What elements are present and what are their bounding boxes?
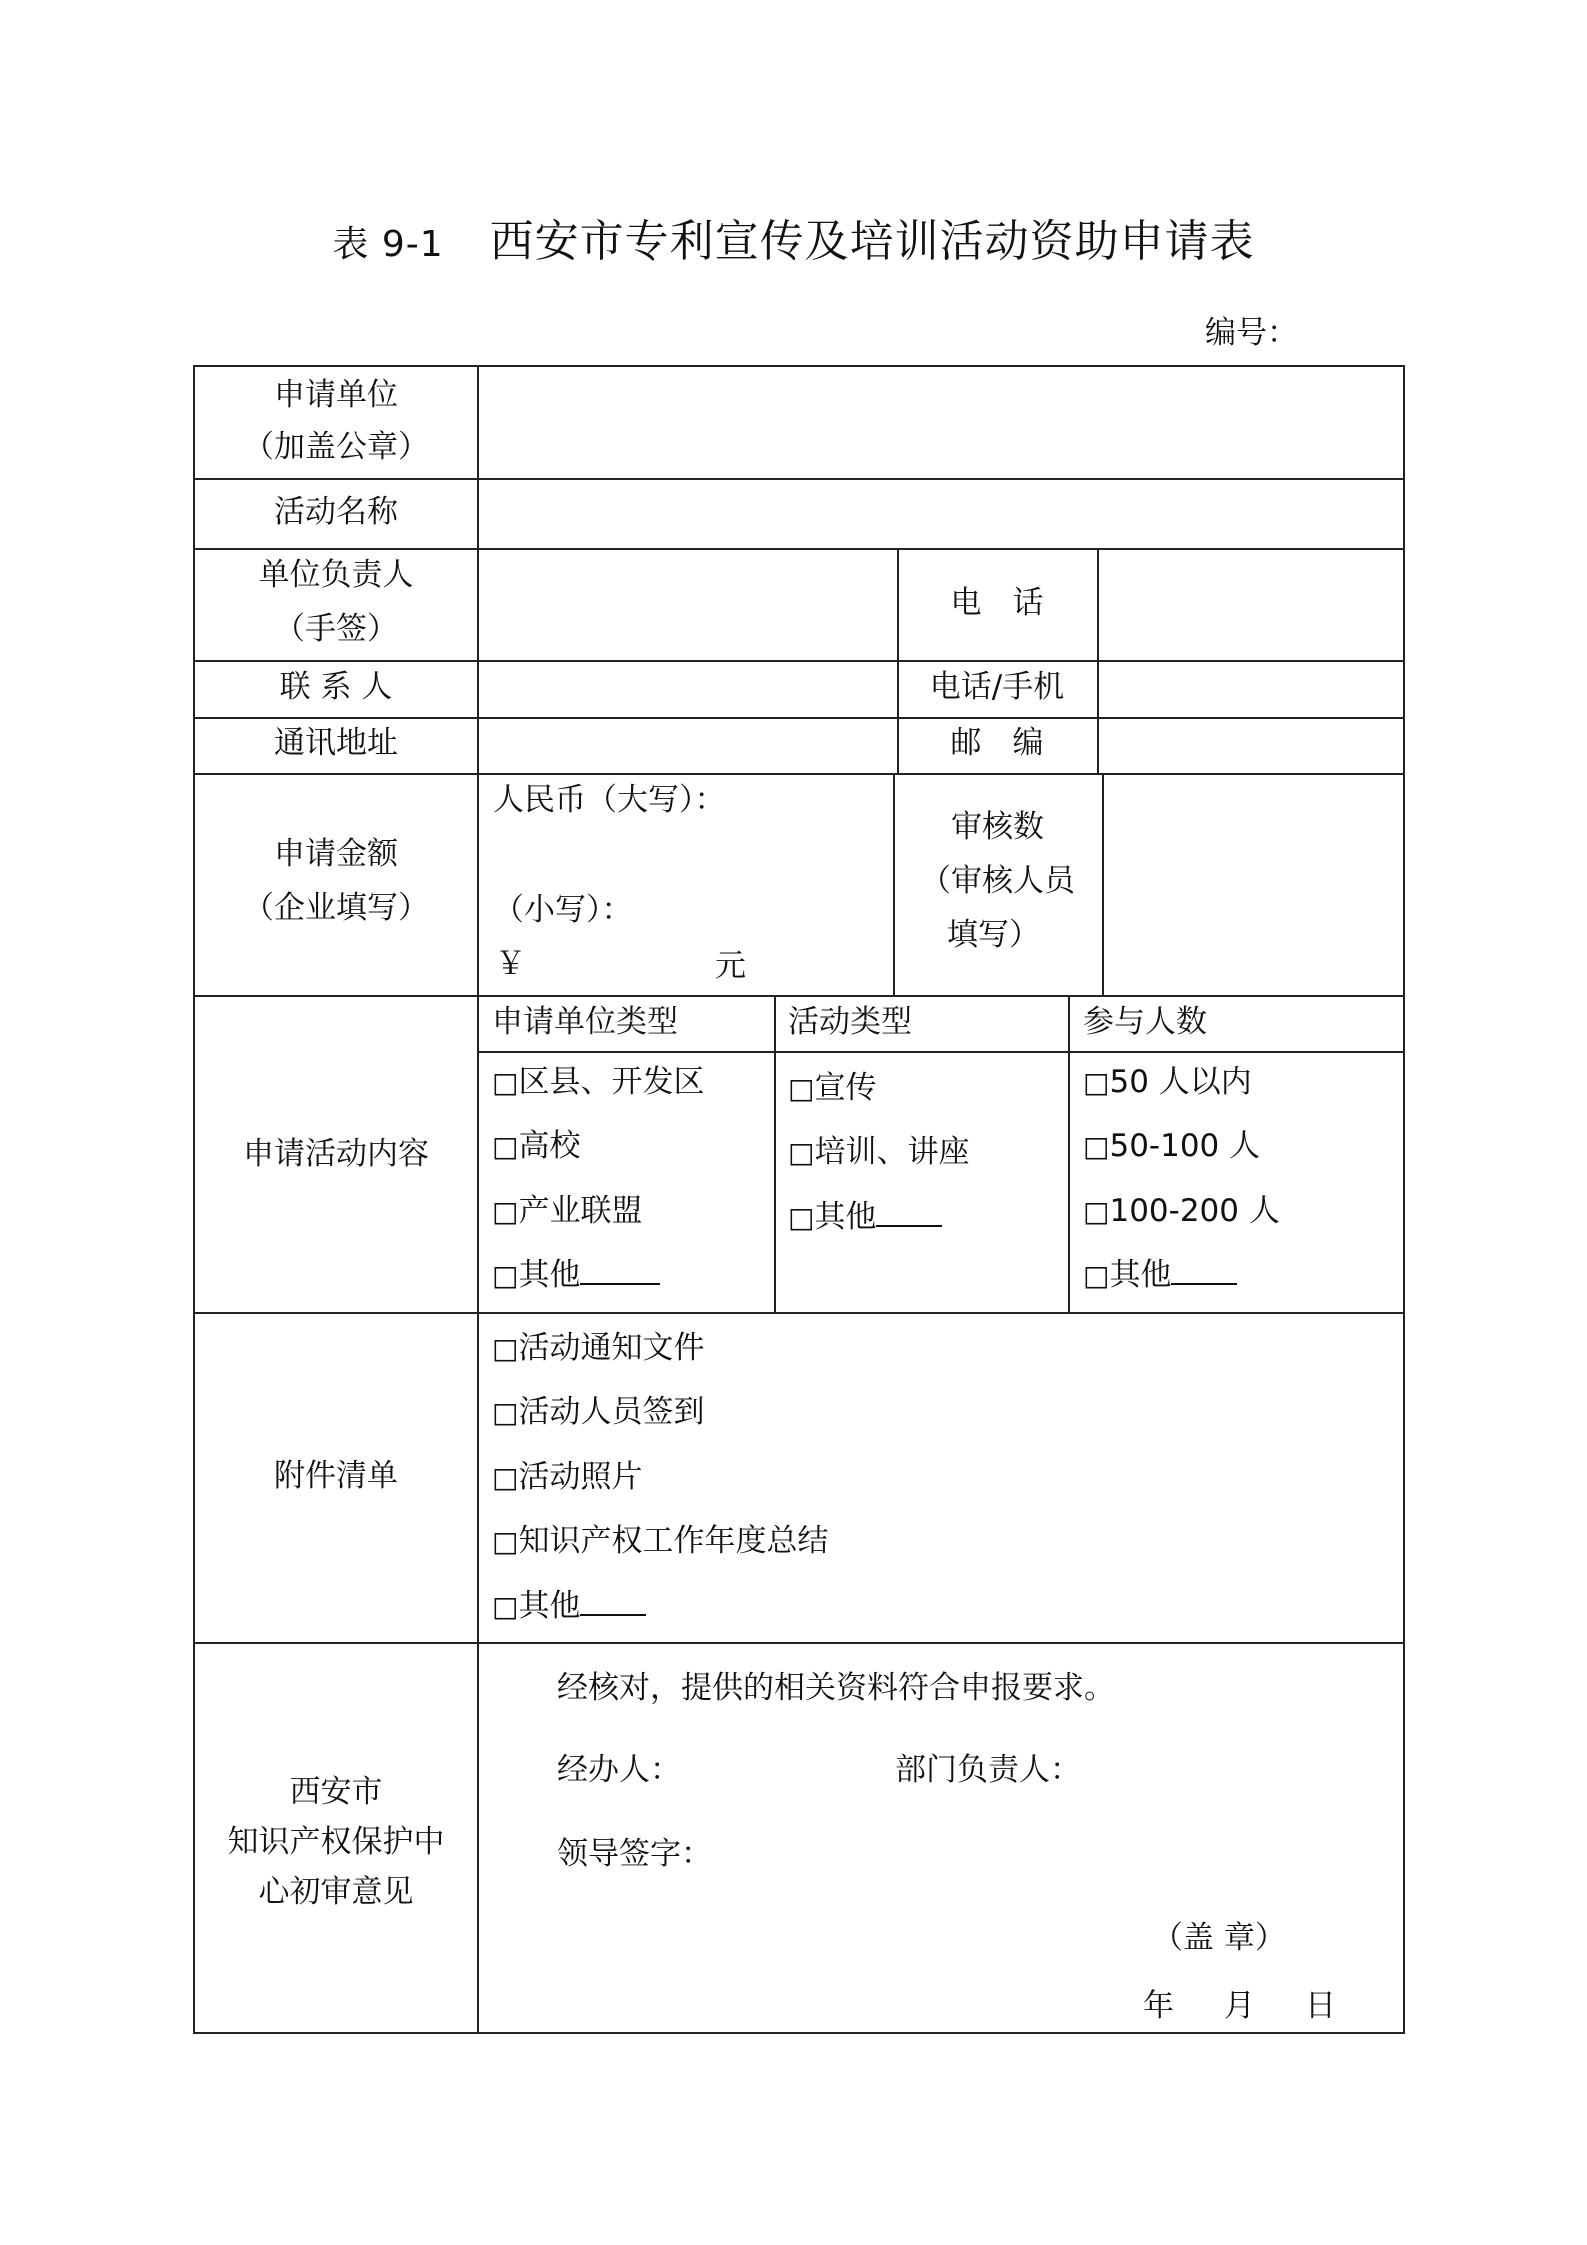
checkbox-participants-50-100[interactable]: □50-100 人	[1083, 1128, 1261, 1164]
unit-type-header: 申请单位类型	[492, 1004, 678, 1040]
review-statement: 经核对，提供的相关资料符合申报要求。	[557, 1670, 1115, 1706]
checkbox-attachment-other[interactable]: □其他	[492, 1588, 646, 1625]
phone-field[interactable]	[1099, 550, 1405, 660]
activity-type-header: 活动类型	[788, 1004, 912, 1040]
review-amount-note-cont: 填写）	[947, 917, 1040, 953]
amount-label: 申请金额	[274, 836, 398, 872]
handler-label: 经办人：	[557, 1752, 681, 1788]
review-amount-field[interactable]	[1104, 775, 1405, 995]
checkbox-activity-type-other[interactable]: □其他	[788, 1199, 942, 1236]
checkbox-unit-type-alliance[interactable]: □产业联盟	[492, 1193, 643, 1229]
department-head-label: 部门负责人：	[895, 1752, 1081, 1788]
review-opinion-label-line2: 知识产权保护中	[227, 1824, 445, 1860]
serial-number-label: 编号：	[1205, 315, 1298, 351]
checkbox-activity-type-training[interactable]: □培训、讲座	[788, 1134, 970, 1170]
phone-mobile-label: 电话/手机	[929, 669, 1065, 705]
checkbox-attachment-photos[interactable]: □活动照片	[492, 1459, 643, 1495]
row-divider	[195, 1312, 1405, 1314]
date-year-label: 年	[1143, 1988, 1174, 2024]
applicant-unit-field[interactable]	[479, 367, 1405, 478]
activity-name-field[interactable]	[479, 480, 1405, 548]
column-divider	[1068, 995, 1070, 1312]
checkbox-attachment-signin[interactable]: □活动人员签到	[492, 1394, 705, 1430]
checkbox-participants-under-50[interactable]: □50 人以内	[1083, 1064, 1252, 1100]
unit-leader-label: 单位负责人	[258, 557, 414, 593]
participants-header: 参与人数	[1083, 1004, 1207, 1040]
row-divider	[477, 1051, 1405, 1053]
contact-field[interactable]	[479, 662, 897, 717]
column-divider	[774, 995, 776, 1312]
checkbox-activity-type-publicity[interactable]: □宣传	[788, 1070, 877, 1106]
checkbox-unit-type-university[interactable]: □高校	[492, 1128, 581, 1164]
yuan-unit: 元	[715, 948, 746, 984]
contact-label: 联 系 人	[279, 669, 393, 705]
table-number: 表 9-1	[332, 224, 444, 265]
checkbox-participants-other[interactable]: □其他	[1083, 1257, 1237, 1294]
applicant-unit-seal-note: （加盖公章）	[243, 429, 429, 465]
amount-company-note: （企业填写）	[243, 890, 429, 926]
table-title: 西安市专利宣传及培训活动资助申请表	[489, 216, 1255, 267]
checkbox-unit-type-district[interactable]: □区县、开发区	[492, 1064, 705, 1100]
applicant-unit-label: 申请单位	[274, 377, 398, 413]
phone-mobile-field[interactable]	[1099, 662, 1405, 717]
activity-name-label: 活动名称	[274, 494, 398, 530]
row-divider	[195, 995, 1405, 997]
row-divider	[195, 1642, 1405, 1644]
leader-signature-label: 领导签字：	[557, 1836, 712, 1872]
date-month-label: 月	[1224, 1988, 1255, 2024]
postcode-label: 邮 编	[950, 725, 1044, 761]
checkbox-participants-100-200[interactable]: □100-200 人	[1083, 1193, 1280, 1229]
review-amount-note: （审核人员	[920, 863, 1075, 899]
checkbox-attachment-notice[interactable]: □活动通知文件	[492, 1330, 705, 1366]
yen-sign: ￥	[495, 946, 526, 982]
address-label: 通讯地址	[274, 725, 398, 761]
form-title	[0, 205, 1587, 269]
postcode-field[interactable]	[1099, 719, 1405, 773]
address-field[interactable]	[479, 719, 897, 773]
review-amount-label: 审核数	[951, 809, 1044, 845]
review-opinion-label-line3: 心初审意见	[258, 1874, 414, 1910]
checkbox-attachment-annual-summary[interactable]: □知识产权工作年度总结	[492, 1523, 829, 1559]
phone-label: 电 话	[950, 585, 1044, 621]
rmb-lowercase-label: （小写）：	[493, 892, 633, 928]
date-day-label: 日	[1305, 1988, 1336, 2024]
unit-leader-field[interactable]	[479, 550, 897, 660]
rmb-uppercase-label: 人民币（大写）：	[493, 782, 726, 818]
application-form-table	[193, 365, 1405, 2034]
checkbox-unit-type-other[interactable]: □其他	[492, 1257, 660, 1294]
unit-leader-sign-note: （手签）	[274, 611, 398, 647]
activity-content-label: 申请活动内容	[243, 1136, 429, 1172]
seal-label: （盖 章）	[1152, 1920, 1286, 1956]
attachments-label: 附件清单	[274, 1458, 398, 1494]
review-opinion-label-line1: 西安市	[289, 1774, 383, 1810]
